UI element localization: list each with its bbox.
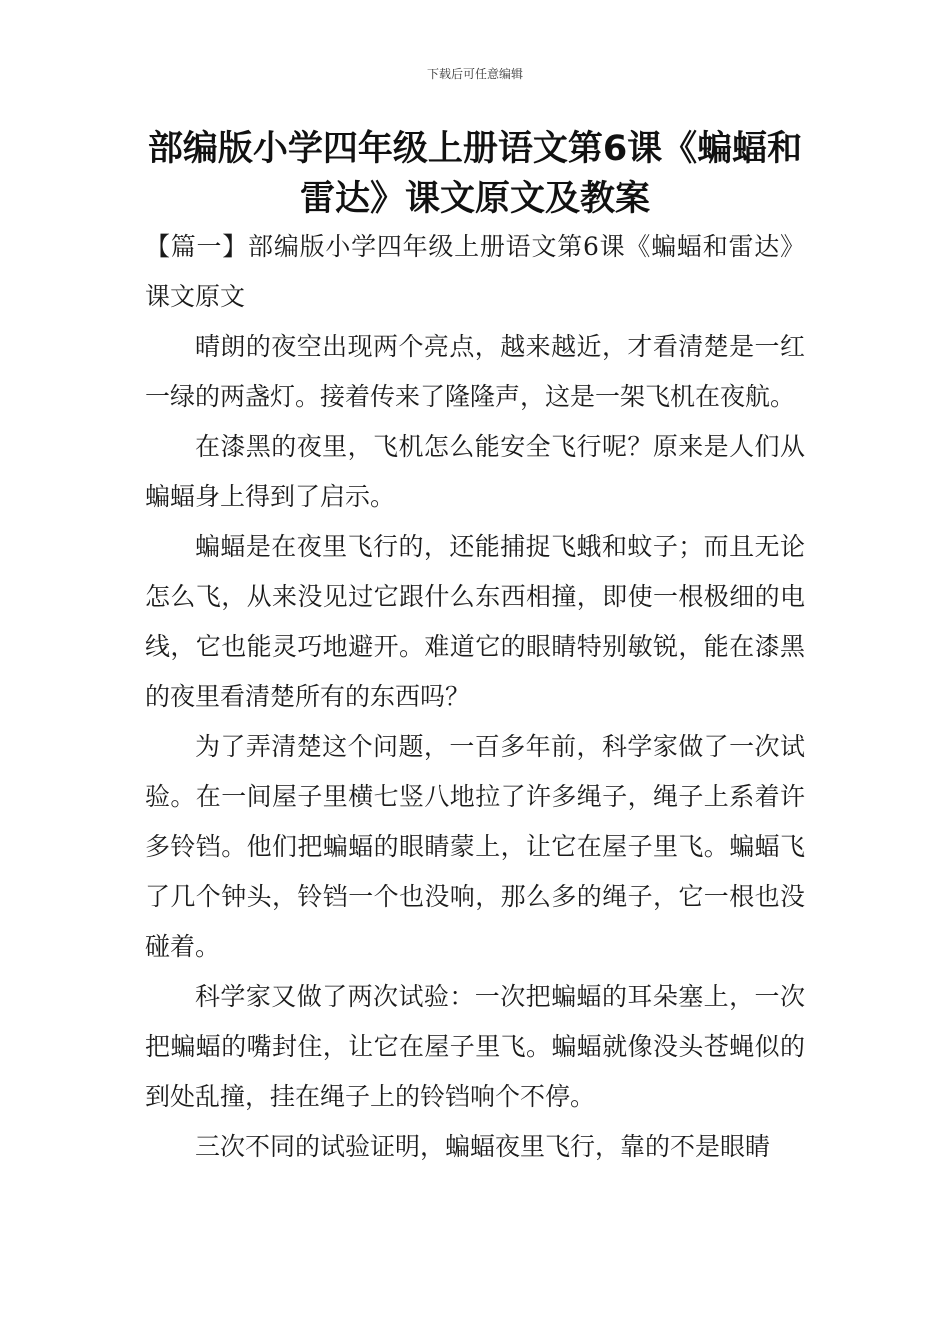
paragraph: 为了弄清楚这个问题，一百多年前，科学家做了一次试验。在一间屋子里横七竖八地拉了许多绳子，绳子上系着许多铃铛。他们把蝙蝠的眼睛蒙上，让它在屋子里飞。蝙蝠飞了几个钟头，铃铛一个也没响，那么多的绳子，它一根也没碰着。	[145, 732, 805, 961]
section-heading: 【篇一】部编版小学四年级上册语文第6课《蝙蝠和雷达》课文原文	[145, 232, 805, 311]
paragraph: 在漆黑的夜里，飞机怎么能安全飞行呢？原来是人们从蝙蝠身上得到了启示。	[145, 432, 805, 511]
paragraph: 三次不同的试验证明，蝙蝠夜里飞行，靠的不是眼睛	[195, 1132, 771, 1161]
paragraph: 科学家又做了两次试验：一次把蝙蝠的耳朵塞上，一次把蝙蝠的嘴封住，让它在屋子里飞。蝙蝠就像没头苍蝇似的到处乱撞，挂在绳子上的铃铛响个不停。	[145, 982, 805, 1111]
page-header-note: 下载后可任意编辑	[426, 67, 523, 81]
paragraph: 蝙蝠是在夜里飞行的，还能捕捉飞蛾和蚊子；而且无论怎么飞，从来没见过它跟什么东西相撞，即使一根极细的电线，它也能灵巧地避开。难道它的眼睛特别敏锐，能在漆黑的夜里看清楚所有的东西吗？	[145, 532, 805, 711]
document-body	[145, 222, 805, 1172]
paragraph: 晴朗的夜空出现两个亮点，越来越近，才看清楚是一红一绿的两盏灯。接着传来了隆隆声，这是一架飞机在夜航。	[145, 332, 805, 411]
document-title: 部编版小学四年级上册语文第6课《蝙蝠和雷达》课文原文及教案	[147, 129, 803, 219]
